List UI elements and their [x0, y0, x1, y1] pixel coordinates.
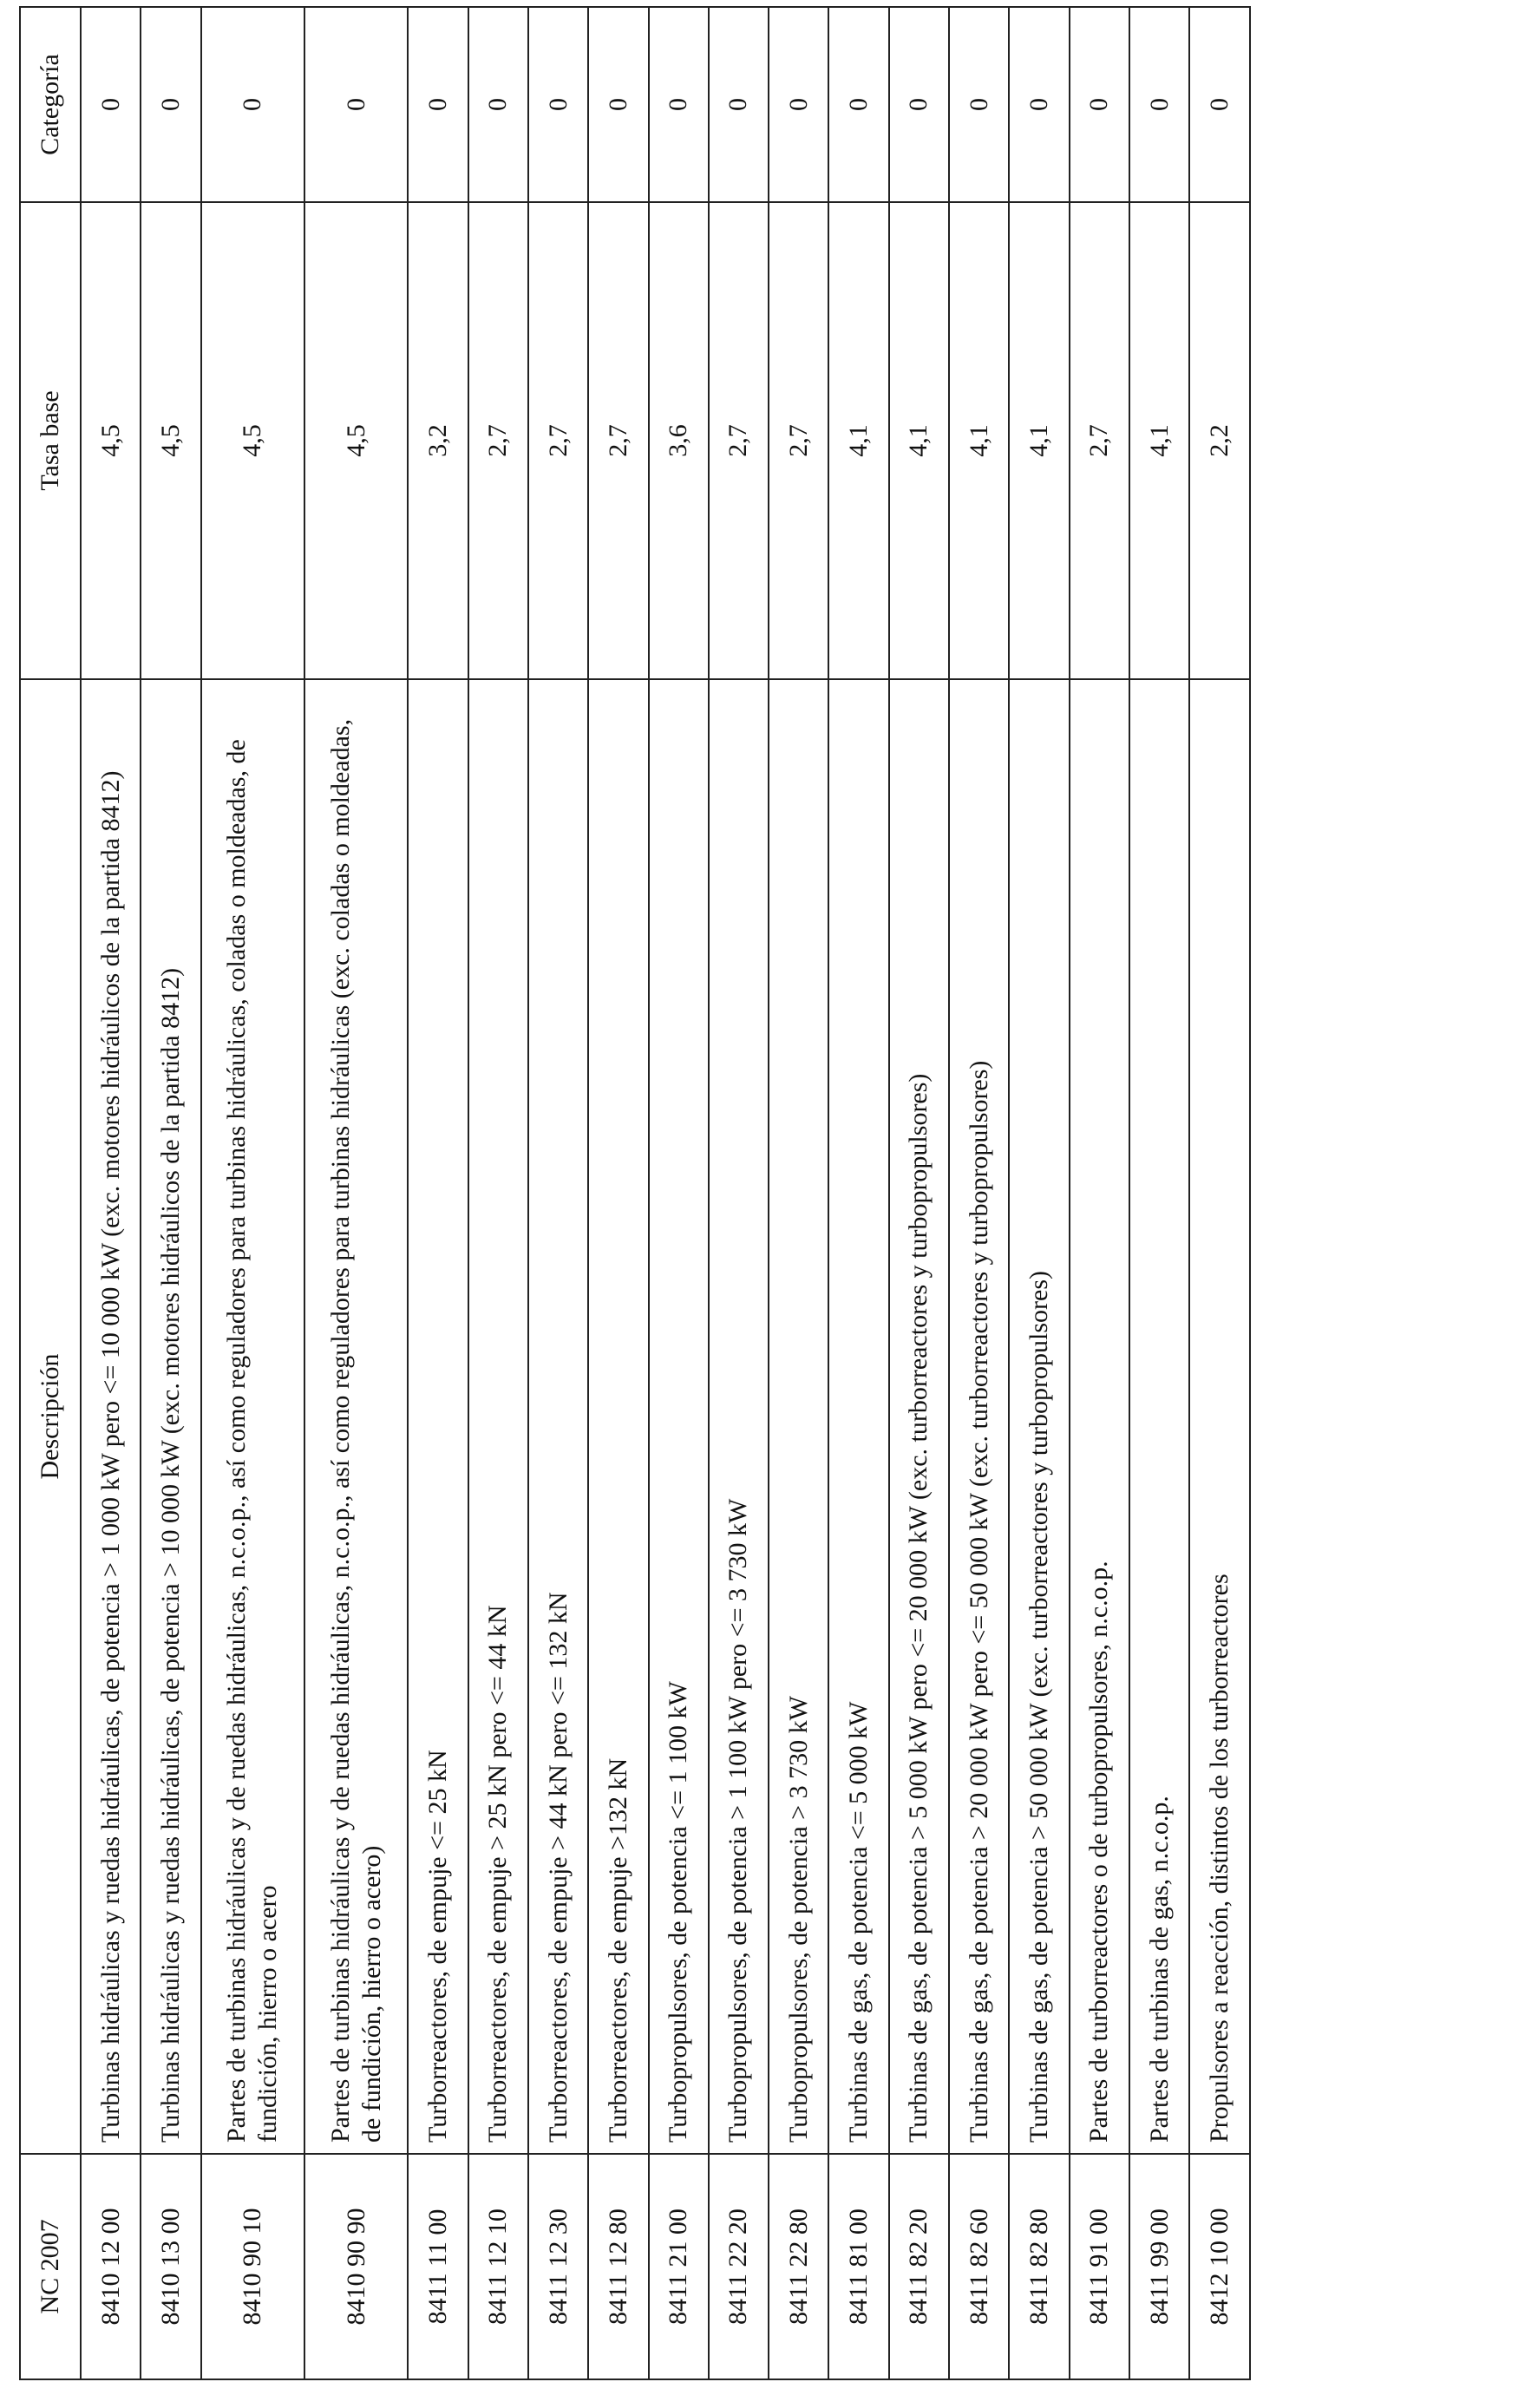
cell-category: 0 [408, 7, 468, 202]
cell-category: 0 [769, 7, 828, 202]
cell-code: 8411 99 00 [1129, 2154, 1189, 2379]
cell-code: 8411 82 80 [1009, 2154, 1069, 2379]
cell-category: 0 [81, 7, 141, 202]
cell-code: 8411 12 10 [468, 2154, 528, 2379]
table-row [889, 7, 949, 2379]
cell-description: Turbinas hidráulicas y ruedas hidráulicas, de potencia > 10 000 kW (exc. motores hidráulicos de la partida 8412) [141, 679, 200, 2154]
cell-description: Partes de turbinas hidráulicas y de ruedas hidráulicas, n.c.o.p., así como reguladores para turbinas hidráulicas, coladas o moldeadas, de fundición, hierro o acero [201, 679, 304, 2154]
cell-base-rate: 4,1 [949, 202, 1009, 679]
cell-description: Turbopropulsores, de potencia > 3 730 kW [769, 679, 828, 2154]
cell-base-rate: 4,1 [828, 202, 888, 679]
table-row [1009, 7, 1069, 2379]
cell-code: 8412 10 00 [1189, 2154, 1250, 2379]
table-row [141, 7, 200, 2379]
cell-description: Partes de turborreactores o de turbopropulsores, n.c.o.p. [1070, 679, 1129, 2154]
cell-description: Turbopropulsores, de potencia <= 1 100 kW [649, 679, 709, 2154]
table-row [828, 7, 888, 2379]
cell-category: 0 [528, 7, 588, 202]
cell-category: 0 [468, 7, 528, 202]
cell-base-rate: 2,2 [1189, 202, 1250, 679]
table-row [649, 7, 709, 2379]
cell-description: Turbinas de gas, de potencia > 20 000 kW pero <= 50 000 kW (exc. turborreactores y turbopropulsores) [949, 679, 1009, 2154]
cell-description: Partes de turbinas hidráulicas y de ruedas hidráulicas, n.c.o.p., así como reguladores para turbinas hidráulicas (exc. coladas o moldeadas, de fundición, hierro o acero) [304, 679, 408, 2154]
cell-code: 8411 22 20 [709, 2154, 769, 2379]
table-row [81, 7, 141, 2379]
table-row [408, 7, 468, 2379]
cell-description: Turbopropulsores, de potencia > 1 100 kW pero <= 3 730 kW [709, 679, 769, 2154]
cell-code: 8410 12 00 [81, 2154, 141, 2379]
table-row [588, 7, 648, 2379]
cell-code: 8411 91 00 [1070, 2154, 1129, 2379]
header-code: NC 2007 [20, 2154, 81, 2379]
cell-description: Propulsores a reacción, distintos de los turborreactores [1189, 679, 1250, 2154]
table-row [304, 7, 408, 2379]
cell-description: Turbinas hidráulicas y ruedas hidráulicas, de potencia > 1 000 kW pero <= 10 000 kW (exc. motores hidráulicos de la partida 8412) [81, 679, 141, 2154]
table-row [709, 7, 769, 2379]
cell-code: 8411 11 00 [408, 2154, 468, 2379]
cell-category: 0 [1070, 7, 1129, 202]
cell-base-rate: 3,6 [649, 202, 709, 679]
cell-description: Turbinas de gas, de potencia <= 5 000 kW [828, 679, 888, 2154]
cell-category: 0 [141, 7, 200, 202]
header-category: Categoría [20, 7, 81, 202]
cell-base-rate: 2,7 [468, 202, 528, 679]
cell-base-rate: 3,2 [408, 202, 468, 679]
tariff-table [19, 6, 1251, 2380]
cell-code: 8411 21 00 [649, 2154, 709, 2379]
cell-category: 0 [889, 7, 949, 202]
table-row [769, 7, 828, 2379]
cell-base-rate: 2,7 [1070, 202, 1129, 679]
cell-category: 0 [201, 7, 304, 202]
header-description: Descripción [20, 679, 81, 2154]
table-row [1189, 7, 1250, 2379]
cell-category: 0 [1129, 7, 1189, 202]
cell-base-rate: 4,1 [1009, 202, 1069, 679]
header-base-rate: Tasa base [20, 202, 81, 679]
cell-base-rate: 4,5 [304, 202, 408, 679]
table-row [1129, 7, 1189, 2379]
cell-base-rate: 4,5 [141, 202, 200, 679]
cell-description: Turborreactores, de empuje > 44 kN pero <= 132 kN [528, 679, 588, 2154]
cell-description: Partes de turbinas de gas, n.c.o.p. [1129, 679, 1189, 2154]
cell-description: Turbinas de gas, de potencia > 5 000 kW pero <= 20 000 kW (exc. turborreactores y turbopropulsores) [889, 679, 949, 2154]
cell-category: 0 [1009, 7, 1069, 202]
cell-base-rate: 2,7 [528, 202, 588, 679]
cell-description: Turbinas de gas, de potencia > 50 000 kW (exc. turborreactores y turbopropulsores) [1009, 679, 1069, 2154]
cell-category: 0 [949, 7, 1009, 202]
table-row [1070, 7, 1129, 2379]
cell-code: 8411 12 30 [528, 2154, 588, 2379]
cell-base-rate: 4,5 [201, 202, 304, 679]
cell-base-rate: 4,1 [889, 202, 949, 679]
cell-description: Turborreactores, de empuje > 25 kN pero <= 44 kN [468, 679, 528, 2154]
cell-category: 0 [1189, 7, 1250, 202]
table-row [949, 7, 1009, 2379]
cell-base-rate: 2,7 [709, 202, 769, 679]
table-row [468, 7, 528, 2379]
cell-base-rate: 4,5 [81, 202, 141, 679]
cell-description: Turborreactores, de empuje >132 kN [588, 679, 648, 2154]
cell-code: 8411 22 80 [769, 2154, 828, 2379]
cell-category: 0 [828, 7, 888, 202]
cell-code: 8411 81 00 [828, 2154, 888, 2379]
header-row [20, 7, 81, 2379]
cell-code: 8411 82 20 [889, 2154, 949, 2379]
cell-code: 8410 90 90 [304, 2154, 408, 2379]
cell-base-rate: 4,1 [1129, 202, 1189, 679]
cell-code: 8410 90 10 [201, 2154, 304, 2379]
cell-category: 0 [649, 7, 709, 202]
cell-category: 0 [588, 7, 648, 202]
cell-category: 0 [709, 7, 769, 202]
cell-base-rate: 2,7 [769, 202, 828, 679]
cell-category: 0 [304, 7, 408, 202]
cell-code: 8410 13 00 [141, 2154, 200, 2379]
cell-code: 8411 82 60 [949, 2154, 1009, 2379]
cell-description: Turborreactores, de empuje <= 25 kN [408, 679, 468, 2154]
cell-base-rate: 2,7 [588, 202, 648, 679]
cell-code: 8411 12 80 [588, 2154, 648, 2379]
table-row [528, 7, 588, 2379]
table-row [201, 7, 304, 2379]
